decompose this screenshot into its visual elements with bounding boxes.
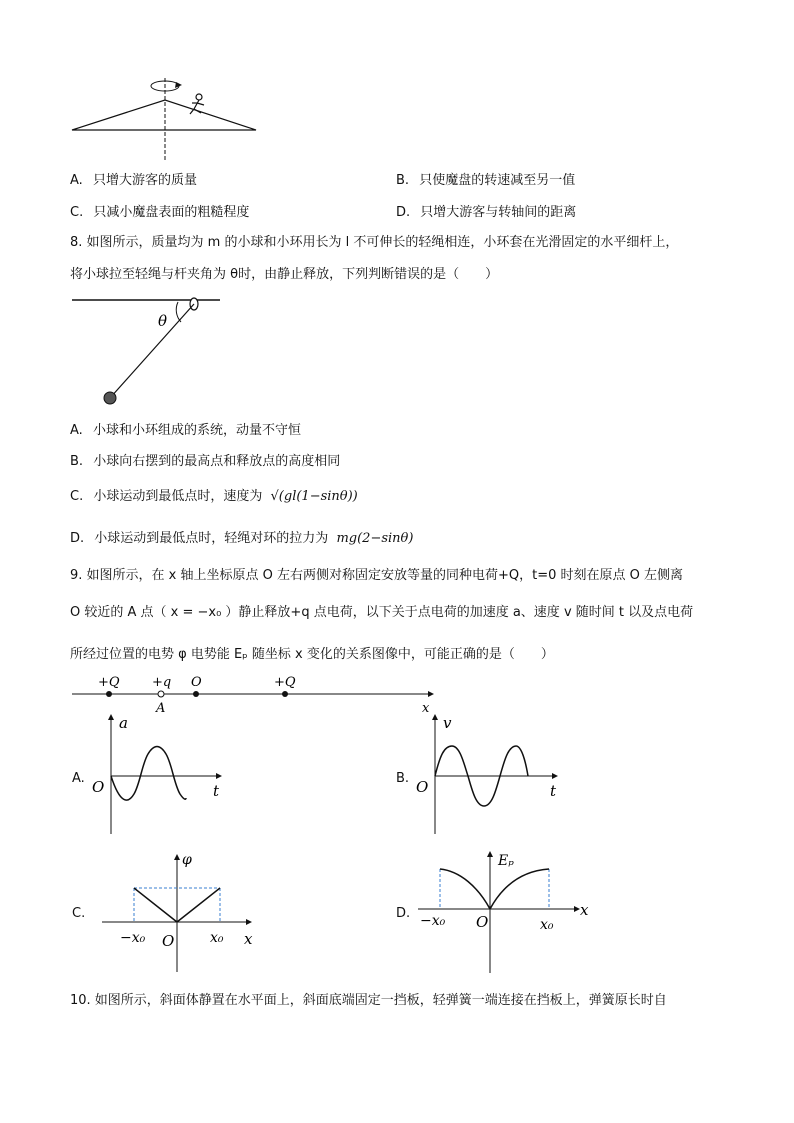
option-letter: B. <box>396 173 410 188</box>
option-text: 只减小魔盘表面的粗糙程度 <box>93 205 250 220</box>
curve <box>111 747 186 801</box>
option-formula: √(gl(1−sinθ)) <box>270 489 358 504</box>
tick-left-label: −x₀ <box>120 930 146 946</box>
q9-graph-b <box>414 712 564 842</box>
theta-label: θ <box>158 312 168 330</box>
x-label: x <box>244 930 253 948</box>
origin-label: O <box>416 778 429 796</box>
q9-graph-c <box>96 850 266 975</box>
option-letter: A. <box>70 173 83 188</box>
y-label: φ <box>182 852 192 868</box>
x-axis-arrow-icon <box>428 691 434 697</box>
y-label: v <box>443 714 452 732</box>
q9-stem-line2: O 较近的 A 点（ x = −x₀ ）静止释放+q 点电荷，以下关于点电荷的加速度 a、速度 v 随时间 t 以及点电荷 <box>70 605 694 620</box>
y-axis-arrow-icon <box>174 854 180 860</box>
option-letter: A. <box>70 423 83 438</box>
x-axis-arrow-icon <box>552 773 558 779</box>
tourist-icon <box>190 94 204 114</box>
q8-option-b[interactable] <box>70 455 340 468</box>
origin-label: O <box>476 913 489 931</box>
option-text: 只增大游客的质量 <box>92 173 197 188</box>
tick-right-label: x₀ <box>540 917 554 933</box>
q9-option-a-letter[interactable]: A. <box>72 771 85 786</box>
option-text: 小球运动到最低点时，速度为 <box>93 489 263 504</box>
tick-right-label: x₀ <box>210 930 224 946</box>
option-letter: D. <box>70 531 85 546</box>
option-formula: mg(2−sinθ) <box>336 531 414 546</box>
q7-disc-figure <box>66 72 266 172</box>
q9-stem-line3: 所经过位置的电势 φ 电势能 Eₚ 随坐标 x 变化的关系图像中，可能正确的是（ ） <box>70 647 554 662</box>
charge-right-point <box>282 691 288 697</box>
q10-stem-line1: 10. 如图所示，斜面体静置在水平面上，斜面底端固定一挡板，轻弹簧一端连接在挡板上，弹簧原长时自 <box>70 993 667 1008</box>
option-letter: B. <box>70 454 84 469</box>
option-text: 只增大游客与转轴间的距离 <box>420 205 577 220</box>
q8-stem-line2: 将小球拉至轻绳与杆夹角为 θ时，由静止释放，下列判断错误的是（ ） <box>70 267 499 282</box>
q9-option-b-letter[interactable]: B. <box>396 771 410 786</box>
option-text: 小球向右摆到的最高点和释放点的高度相同 <box>93 454 341 469</box>
q9-graph-a <box>90 712 230 842</box>
charge-right-label: +Q <box>274 675 296 690</box>
light-rope <box>110 304 194 398</box>
q7-option-a[interactable] <box>70 174 197 187</box>
axis-x-label: x <box>422 701 430 716</box>
option-letter: C. <box>70 489 84 504</box>
y-label: Eₚ <box>498 853 514 869</box>
y-axis-arrow-icon <box>487 851 493 857</box>
q7-option-d[interactable] <box>396 206 576 219</box>
charge-left-point <box>106 691 112 697</box>
option-text: 小球和小环组成的系统，动量不守恒 <box>92 423 301 438</box>
option-text: 小球运动到最低点时，轻绳对环的拉力为 <box>94 531 329 546</box>
q8-option-d[interactable] <box>70 532 413 545</box>
curve-left <box>440 869 490 909</box>
x-label: x <box>580 901 589 919</box>
small-ball <box>104 392 116 404</box>
test-charge-point <box>158 691 164 697</box>
q9-stem-line1: 9. 如图所示，在 x 轴上坐标原点 O 左右两侧对称固定安放等量的同种电荷+Q，t=0 时刻在原点 O 左侧离 <box>70 568 684 583</box>
option-text: 只使魔盘的转速减至另一值 <box>419 173 576 188</box>
origin-point <box>193 691 199 697</box>
disc-cone <box>72 100 256 130</box>
option-letter: D. <box>396 205 411 220</box>
q8-pendulum-figure <box>70 292 240 412</box>
q8-option-c[interactable] <box>70 490 358 503</box>
x-axis-arrow-icon <box>216 773 222 779</box>
x-axis-arrow-icon <box>246 919 252 925</box>
option-letter: C. <box>70 205 84 220</box>
origin-label: O <box>191 675 202 690</box>
origin-label: O <box>92 778 105 796</box>
origin-label: O <box>162 932 175 950</box>
y-label: a <box>119 714 128 732</box>
q7-option-c[interactable] <box>70 206 249 219</box>
tick-left-label: −x₀ <box>420 913 446 929</box>
q9-option-c-letter[interactable]: C. <box>72 906 86 921</box>
q8-stem-line1: 8. 如图所示，质量均为 m 的小球和小环用长为 l 不可伸长的轻绳相连，小环套在光滑固定的水平细杆上， <box>70 235 679 250</box>
x-label: t <box>550 782 557 800</box>
test-charge-label: +q <box>152 675 172 690</box>
y-axis-arrow-icon <box>432 714 438 720</box>
q8-option-a[interactable] <box>70 424 301 437</box>
q9-graph-d <box>416 845 616 975</box>
charge-left-label: +Q <box>98 675 120 690</box>
q7-option-b[interactable] <box>396 174 575 187</box>
curve-right <box>490 869 549 909</box>
point-a-label: A <box>156 701 166 716</box>
q9-option-d-letter[interactable]: D. <box>396 906 411 921</box>
y-axis-arrow-icon <box>108 714 114 720</box>
x-label: t <box>213 782 220 800</box>
